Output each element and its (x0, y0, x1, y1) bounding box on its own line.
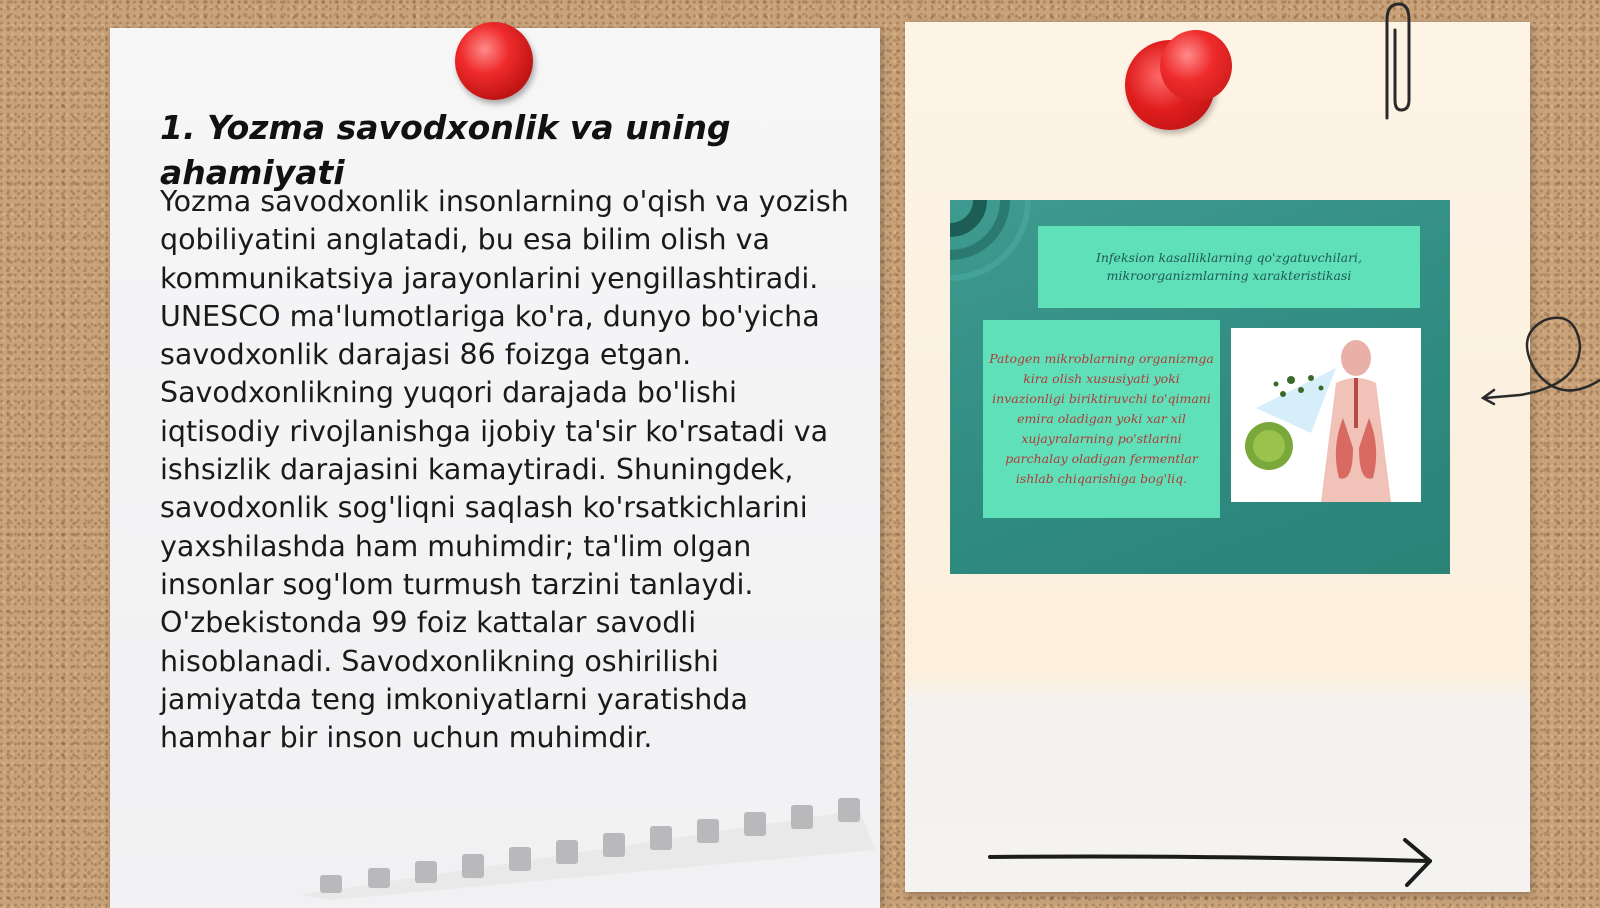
respiratory-virus-illustration (1231, 328, 1421, 502)
slide-description-text: Patogen mikroblarning organizmga kira olish xususiyati yoki invazionligi biriktiruvchi to'qimani emira oladigan yoki xar xil xujayralarning po'stlarini parchalay oladigan fermentlar ishlab chiqarishiga bog'liq. (989, 351, 1214, 486)
arrow-right-icon (985, 835, 1445, 895)
curly-arrow-icon (1480, 310, 1600, 410)
paperclip-icon (1375, 0, 1415, 125)
pushpin-icon (455, 22, 533, 100)
decorative-rings (950, 200, 1050, 300)
slide-header-text: Infeksion kasalliklarning qo'zgatuvchilari, mikroorganizmlarning xarakteristikasi (1095, 250, 1363, 283)
slide-description-box (983, 320, 1220, 518)
lungs-virus-icon (1231, 328, 1421, 502)
section-title: 1. Yozma savodxonlik va uning ahamiyati (160, 108, 731, 192)
slide-header-box (1038, 226, 1420, 308)
pushpin-icon (1160, 30, 1232, 102)
torn-paper-strip (300, 790, 880, 900)
body-paragraph: Yozma savodxonlik insonlarning o'qish va yozish qobiliyatini anglatadi, bu esa bilim olish va kommunikatsiya jarayonlarini yengillashtiradi. UNESCO ma'lumotlariga ko'ra, dunyo bo'yicha savodxonlik darajasi 86 foizga etgan. Savodxonlikning yuqori darajada bo'lishi iqtisodiy rivojlanishga ijobiy ta'sir ko'rsatadi va ishsizlik darajasini kamaytiradi. Shuningdek, savodxonlik sog'liqni saqlash ko'rsatkichlarini yaxshilashda ham muhimdir; ta'lim olgan insonlar sog'lom turmush tarzini tanlaydi. O'zbekistonda 99 foiz kattalar savodli hisoblanadi. Savodxonlikning oshirilishi jamiyatda teng imkoniyatlarni yaratishda hamhar bir inson uchun muhimdir. (160, 185, 849, 755)
slide-image (950, 200, 1450, 574)
